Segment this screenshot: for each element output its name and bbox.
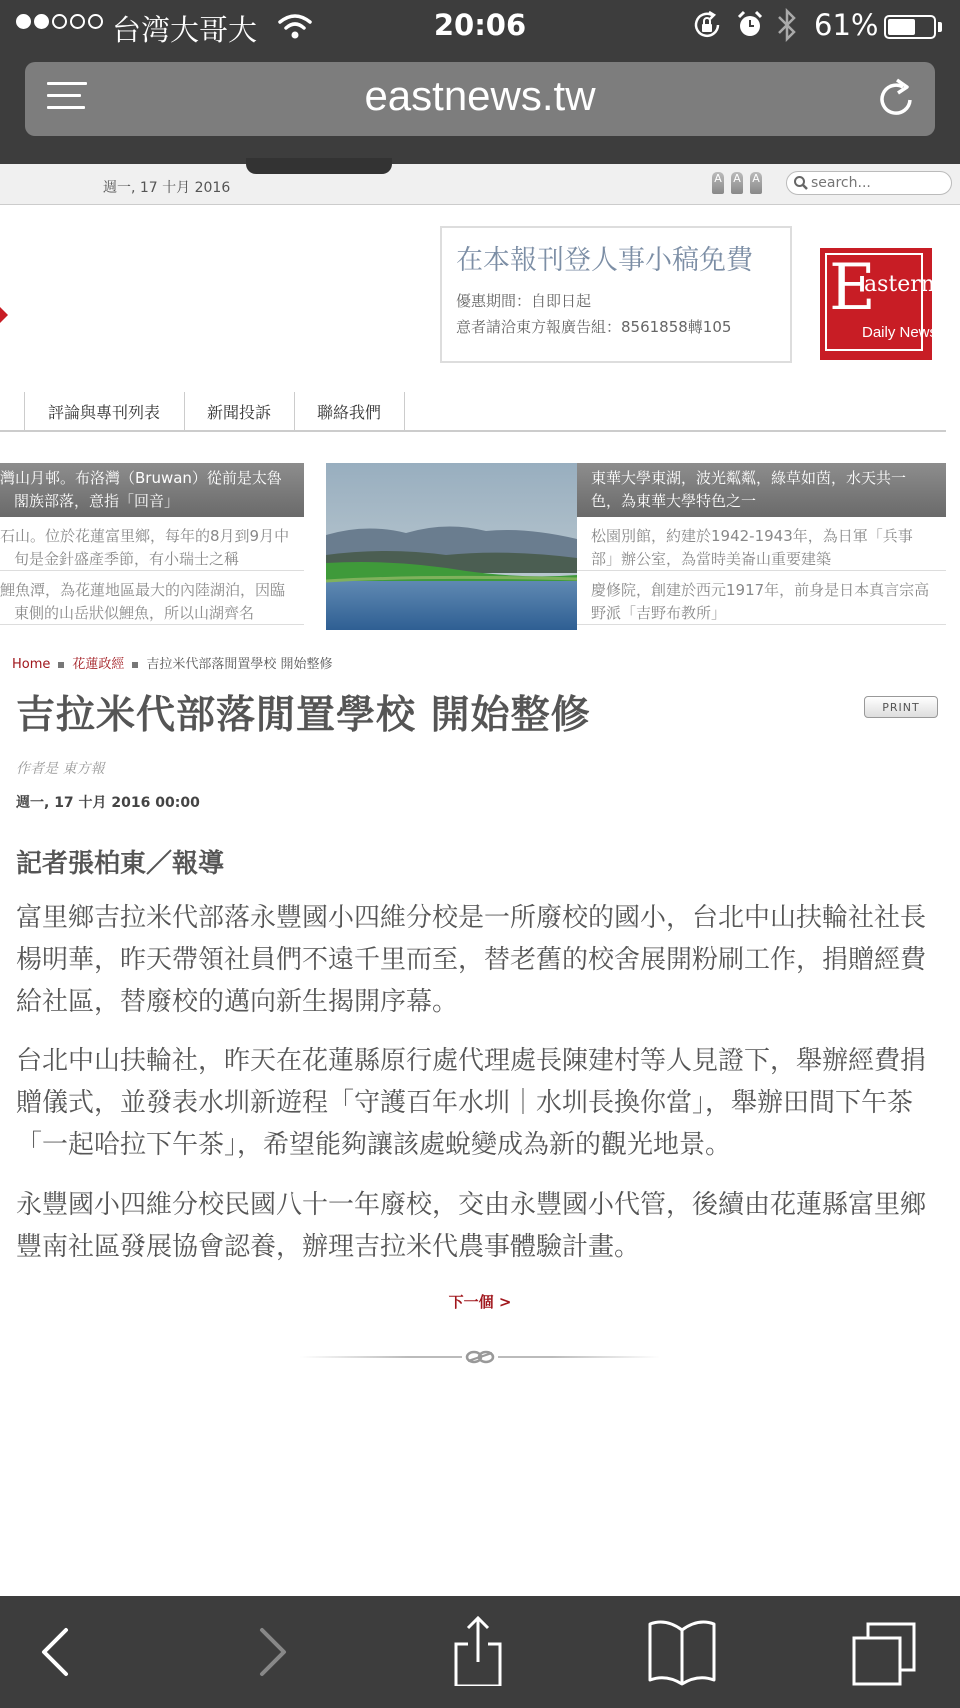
article-date: 週一, 17 十月 2016 00:00 <box>16 795 200 811</box>
bluetooth-icon <box>776 8 798 42</box>
browser-chrome <box>0 0 960 164</box>
header-arrow-icon <box>0 307 8 323</box>
ad-banner[interactable] <box>440 226 792 363</box>
featured-photo[interactable] <box>326 463 577 630</box>
print-label: PRINT <box>882 701 920 714</box>
breadcrumb <box>12 653 333 672</box>
breadcrumb-home[interactable]: Home <box>12 657 51 672</box>
share-icon[interactable] <box>438 1616 518 1686</box>
status-bar <box>0 0 960 54</box>
font-size-icon[interactable]: A <box>750 172 762 194</box>
article-author: 作者是 東方報 <box>16 761 105 777</box>
featured-item[interactable]: 鯉魚潭，為花蓮地區最大的內陸湖泊，因臨東側的山岳狀似鯉魚，所以山湖齊名 <box>0 575 304 625</box>
article-title: 吉拉米代部落閒置學校 開始整修 <box>16 693 591 738</box>
breadcrumb-current: 吉拉米代部落閒置學校 開始整修 <box>146 657 333 672</box>
site-search[interactable] <box>786 171 952 195</box>
font-size-icon[interactable]: A <box>712 172 724 194</box>
logo-subtitle: Daily News <box>862 324 938 341</box>
rotation-lock-icon <box>692 10 722 40</box>
battery-level <box>888 19 915 35</box>
ad-line: 優惠期間：自即日起 <box>456 292 592 310</box>
status-time: 20:06 <box>433 8 527 42</box>
main-nav <box>0 392 946 432</box>
ad-title: 在本報刊登人事小稿免費 <box>456 245 753 276</box>
font-size-icon[interactable]: A <box>731 172 743 194</box>
featured-item[interactable]: 石山。位於花蓮富里鄉，每年的8月到9月中旬是金針盛產季節，有小瑞士之稱 <box>0 521 304 571</box>
battery-icon <box>884 15 936 39</box>
featured-item[interactable]: 慶修院，創建於西元1917年，前身是日本真言宗高野派「吉野布教所」 <box>577 575 946 625</box>
search-input[interactable] <box>811 173 947 193</box>
featured-caption[interactable]: 灣山月邨。布洛灣（Bruwan）從前是太魯閣族部落，意指「回音」 <box>0 463 304 517</box>
alarm-icon <box>736 10 764 40</box>
site-date: 週一, 17 十月 2016 <box>103 180 231 196</box>
site-logo[interactable] <box>820 248 938 360</box>
tabs-icon[interactable] <box>848 1616 928 1686</box>
nav-item-contact[interactable]: 聯絡我們 <box>294 392 405 430</box>
font-size-controls[interactable] <box>712 172 762 194</box>
nav-item-cutoff[interactable] <box>0 392 25 430</box>
breadcrumb-section[interactable]: 花蓮政經 <box>72 657 125 672</box>
logo-letter: E <box>829 251 876 325</box>
lake-landscape-image <box>326 463 577 630</box>
browser-toolbar <box>0 1596 960 1708</box>
ornament-icon <box>462 1347 498 1367</box>
battery-percent: 61% <box>814 8 879 42</box>
nav-item-complaints[interactable]: 新聞投訴 <box>184 392 295 430</box>
forward-icon[interactable] <box>232 1616 312 1686</box>
featured-caption[interactable]: 東華大學東湖，波光粼粼，綠草如茵，水天共一色，為東華大學特色之一 <box>577 463 946 517</box>
back-icon[interactable] <box>16 1616 96 1686</box>
site-menu-tab[interactable] <box>246 158 392 174</box>
reload-icon[interactable] <box>877 76 917 120</box>
address-bar[interactable] <box>25 62 935 136</box>
logo-word: astern <box>864 272 935 297</box>
bookmarks-icon[interactable] <box>642 1616 722 1686</box>
next-article-link[interactable]: 下一個 > <box>448 1293 512 1311</box>
url-text[interactable]: eastnews.tw <box>364 72 596 119</box>
article-paragraph: 台北中山扶輪社，昨天在花蓮縣原行處代理處長陳建村等人見證下，舉辦經費捐贈儀式，並發表水圳新遊程「守護百年水圳｜水圳長換你當」，舉辦田間下午茶「一起哈拉下午茶」，希望能夠讓該處蛻變成為新的觀光地景。 <box>16 1046 927 1160</box>
article-paragraph: 永豐國小四維分校民國八十一年廢校，交由永豐國小代管，後續由花蓮縣富里鄉豐南社區發展協會認養，辦理吉拉米代農事體驗計畫。 <box>16 1190 927 1262</box>
carrier-name: 台湾大哥大 <box>112 13 258 47</box>
print-button[interactable] <box>864 696 938 718</box>
featured-item[interactable]: 松園別館，約建於1942-1943年，為日軍「兵事部」辦公室，為當時美崙山重要建築 <box>577 521 946 571</box>
article-byline: 記者張柏東／報導 <box>16 849 225 879</box>
search-icon <box>793 175 809 191</box>
nav-item-commentary[interactable]: 評論與專刊列表 <box>24 392 185 430</box>
ad-line: 意者請洽東方報廣告組：8561858轉105 <box>456 318 732 336</box>
article-paragraph: 富里鄉吉拉米代部落永豐國小四維分校是一所廢校的國小，台北中山扶輪社社長楊明華，昨天帶領社員們不遠千里而至，替老舊的校舍展開粉刷工作，捐贈經費給社區，替廢校的邁向新生揭開序幕。 <box>16 903 927 1017</box>
